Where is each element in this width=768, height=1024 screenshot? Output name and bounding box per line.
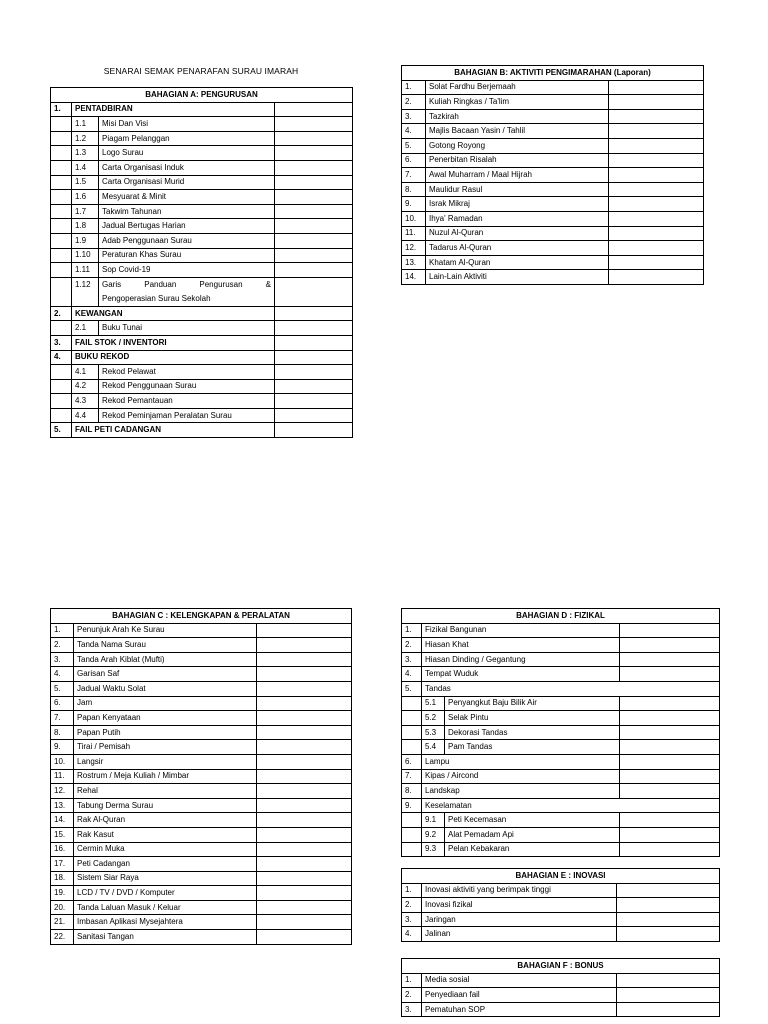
check-cell[interactable] (275, 248, 353, 263)
check-cell[interactable] (257, 652, 352, 667)
table-row: 4.4 Rekod Peminjaman Peralatan Surau (51, 408, 353, 423)
section-f-table (401, 958, 720, 1017)
table-row: 4. Tempat Wuduk (402, 667, 720, 682)
check-cell[interactable] (275, 102, 353, 117)
check-cell[interactable] (275, 131, 353, 146)
table-row: 1.4 Carta Organisasi Induk (51, 160, 353, 175)
table-row: 4.1 Rekod Pelawat (51, 365, 353, 380)
check-cell[interactable] (620, 740, 720, 755)
check-cell[interactable] (257, 813, 352, 828)
table-row: 7. Papan Kenyataan (51, 711, 352, 726)
check-cell[interactable] (257, 827, 352, 842)
table-row: 2. Penyediaan fail (402, 988, 720, 1003)
check-cell[interactable] (609, 211, 704, 226)
check-cell[interactable] (609, 153, 704, 168)
table-row: 4.3 Rekod Pemantauan (51, 394, 353, 409)
check-cell[interactable] (257, 623, 352, 638)
table-row: 21. Imbasan Aplikasi Mysejahtera (51, 915, 352, 930)
category-row-keselamatan: 9. Keselamatan (402, 798, 720, 813)
section-a-table (50, 87, 353, 438)
check-cell[interactable] (275, 321, 353, 336)
check-cell[interactable] (275, 394, 353, 409)
category-row-fail-stok: 3. FAIL STOK / INVENTORI (51, 335, 353, 350)
table-row: 1.8 Jadual Bertugas Harian (51, 219, 353, 234)
table-row: 9. Israk Mikraj (402, 197, 704, 212)
table-row: 1.5 Carta Organisasi Murid (51, 175, 353, 190)
check-cell[interactable] (257, 871, 352, 886)
check-cell[interactable] (275, 175, 353, 190)
check-cell[interactable] (609, 197, 704, 212)
check-cell[interactable] (620, 827, 720, 842)
table-row: 2. Kuliah Ringkas / Ta'lim (402, 95, 704, 110)
table-row: 12. Tadarus Al-Quran (402, 241, 704, 256)
check-cell[interactable] (257, 930, 352, 945)
table-row: 1.6 Mesyuarat & Minit (51, 190, 353, 205)
table-row: 5. Gotong Royong (402, 138, 704, 153)
table-row: 19. LCD / TV / DVD / Komputer (51, 886, 352, 901)
check-cell[interactable] (620, 638, 720, 653)
table-row: 6. Lampu (402, 754, 720, 769)
table-row: 2. Hiasan Khat (402, 638, 720, 653)
table-row: 15. Rak Kasut (51, 827, 352, 842)
category-row-tandas: 5. Tandas (402, 681, 720, 696)
section-d-table (401, 608, 720, 857)
table-row: 1.10 Peraturan Khas Surau (51, 248, 353, 263)
check-cell[interactable] (620, 652, 720, 667)
section-d-heading: BAHAGIAN D : FIZIKAL (402, 609, 720, 624)
check-cell[interactable] (617, 898, 720, 913)
check-cell[interactable] (257, 638, 352, 653)
check-cell[interactable] (257, 915, 352, 930)
check-cell[interactable] (617, 927, 720, 942)
table-row: 2. Tanda Nama Surau (51, 638, 352, 653)
table-row: 13. Tabung Derma Surau (51, 798, 352, 813)
check-cell[interactable] (620, 725, 720, 740)
check-cell[interactable] (257, 784, 352, 799)
check-cell[interactable] (275, 350, 353, 365)
table-row: 20. Tanda Laluan Masuk / Keluar (51, 900, 352, 915)
page-title: SENARAI SEMAK PENARAFAN SURAU IMARAH (103, 66, 299, 76)
table-row: 12. Rehal (51, 784, 352, 799)
check-cell[interactable] (617, 988, 720, 1003)
check-cell[interactable] (609, 241, 704, 256)
table-row: 22. Sanitasi Tangan (51, 930, 352, 945)
table-row: 8. Maulidur Rasul (402, 182, 704, 197)
category-row-buku-rekod: 4. BUKU REKOD (51, 350, 353, 365)
check-cell[interactable] (617, 1002, 720, 1017)
check-cell[interactable] (620, 696, 720, 711)
table-row: 5.1 Penyangkut Baju Bilik Air (402, 696, 720, 711)
section-b-heading: BAHAGIAN B: AKTIVITI PENGIMARAHAN (Laporan) (402, 66, 704, 81)
check-cell[interactable] (620, 769, 720, 784)
table-row: 5.2 Selak Pintu (402, 711, 720, 726)
check-cell[interactable] (620, 842, 720, 857)
table-row: 11. Nuzul Al-Quran (402, 226, 704, 241)
table-row: 4. Majlis Bacaan Yasin / Tahlil (402, 124, 704, 139)
check-cell[interactable] (609, 168, 704, 183)
table-row: 1.11 Sop Covid-19 (51, 263, 353, 278)
check-cell[interactable] (275, 233, 353, 248)
check-cell[interactable] (275, 263, 353, 278)
table-row: 1.1 Misi Dan Visi (51, 117, 353, 132)
section-a-heading: BAHAGIAN A: PENGURUSAN (51, 88, 353, 103)
check-cell[interactable] (257, 798, 352, 813)
check-cell[interactable] (257, 725, 352, 740)
check-cell[interactable] (620, 667, 720, 682)
check-cell[interactable] (257, 769, 352, 784)
check-cell[interactable] (257, 857, 352, 872)
check-cell[interactable] (609, 226, 704, 241)
table-row: 2.1 Buku Tunai (51, 321, 353, 336)
table-row: 3. Hiasan Dinding / Gegantung (402, 652, 720, 667)
table-row: 3. Tanda Arah Kiblat (Mufti) (51, 652, 352, 667)
section-e-heading: BAHAGIAN E : INOVASI (402, 869, 720, 884)
check-cell[interactable] (257, 681, 352, 696)
table-row: 11. Rostrum / Meja Kuliah / Mimbar (51, 769, 352, 784)
check-cell[interactable] (257, 711, 352, 726)
table-row: 1.7 Takwim Tahunan (51, 204, 353, 219)
check-cell[interactable] (275, 117, 353, 132)
table-row: 16. Cermin Muka (51, 842, 352, 857)
check-cell[interactable] (257, 900, 352, 915)
table-row: 9. Tirai / Pemisah (51, 740, 352, 755)
check-cell[interactable] (617, 912, 720, 927)
check-cell[interactable] (609, 255, 704, 270)
table-row: 17. Peti Cadangan (51, 857, 352, 872)
table-row: 1. Penunjuk Arah Ke Surau (51, 623, 352, 638)
check-cell[interactable] (620, 754, 720, 769)
table-row: 5. Jadual Waktu Solat (51, 681, 352, 696)
table-row: 1. Media sosial (402, 973, 720, 988)
check-cell[interactable] (275, 204, 353, 219)
check-cell[interactable] (257, 667, 352, 682)
check-cell[interactable] (617, 883, 720, 898)
check-cell[interactable] (275, 277, 353, 306)
check-cell[interactable] (609, 109, 704, 124)
check-cell[interactable] (275, 160, 353, 175)
check-cell[interactable] (609, 182, 704, 197)
table-row: 4. Jalinan (402, 927, 720, 942)
table-row: 6. Penerbitan Risalah (402, 153, 704, 168)
check-cell[interactable] (275, 379, 353, 394)
table-row: 3. Tazkirah (402, 109, 704, 124)
check-cell[interactable] (257, 740, 352, 755)
check-cell[interactable] (275, 423, 353, 438)
table-row: 1. Solat Fardhu Berjemaah (402, 80, 704, 95)
table-row: 14. Rak Al-Quran (51, 813, 352, 828)
section-e-table (401, 868, 720, 942)
check-cell[interactable] (609, 270, 704, 285)
check-cell[interactable] (620, 623, 720, 638)
check-cell[interactable] (609, 138, 704, 153)
table-row: 1.2 Piagam Pelanggan (51, 131, 353, 146)
check-cell[interactable] (620, 711, 720, 726)
table-row: 9.3 Pelan Kebakaran (402, 842, 720, 857)
check-cell[interactable] (275, 306, 353, 321)
check-cell[interactable] (617, 973, 720, 988)
table-row: 7. Awal Muharram / Maal Hijrah (402, 168, 704, 183)
table-row: 9.2 Alat Pemadam Api (402, 827, 720, 842)
table-row: 5.4 Pam Tandas (402, 740, 720, 755)
table-row: 1. Inovasi aktiviti yang berimpak tinggi (402, 883, 720, 898)
table-row: 4. Garisan Saf (51, 667, 352, 682)
check-cell[interactable] (620, 813, 720, 828)
table-row: 4.2 Rekod Penggunaan Surau (51, 379, 353, 394)
check-cell[interactable] (257, 754, 352, 769)
check-cell[interactable] (609, 95, 704, 110)
table-row: 1.12 Garis Panduan Pengurusan & Pengoperasian Surau Sekolah (51, 277, 353, 306)
table-row: 9.1 Peti Kecemasan (402, 813, 720, 828)
category-row-pentadbiran: 1. PENTADBIRAN (51, 102, 353, 117)
table-row: 10. Langsir (51, 754, 352, 769)
check-cell[interactable] (609, 80, 704, 95)
section-f-heading: BAHAGIAN F : BONUS (402, 959, 720, 974)
table-row: 7. Kipas / Aircond (402, 769, 720, 784)
section-c-table (50, 608, 352, 945)
table-row: 1. Fizikal Bangunan (402, 623, 720, 638)
check-cell[interactable] (275, 219, 353, 234)
table-row: 1.3 Logo Surau (51, 146, 353, 161)
check-cell[interactable] (257, 886, 352, 901)
check-cell[interactable] (275, 335, 353, 350)
check-cell[interactable] (275, 365, 353, 380)
category-row-kewangan: 2. KEWANGAN (51, 306, 353, 321)
table-row: 8. Papan Putih (51, 725, 352, 740)
table-row: 8. Landskap (402, 784, 720, 799)
check-cell[interactable] (609, 124, 704, 139)
table-row: 3. Pematuhan SOP (402, 1002, 720, 1017)
table-row: 10. Ihya' Ramadan (402, 211, 704, 226)
table-row: 3. Jaringan (402, 912, 720, 927)
table-row: 1.9 Adab Penggunaan Surau (51, 233, 353, 248)
check-cell[interactable] (275, 408, 353, 423)
table-row: 14. Lain-Lain Aktiviti (402, 270, 704, 285)
table-row: 6. Jam (51, 696, 352, 711)
check-cell[interactable] (275, 146, 353, 161)
section-b-table (401, 65, 704, 285)
table-row: 13. Khatam Al-Quran (402, 255, 704, 270)
check-cell[interactable] (257, 696, 352, 711)
section-c-heading: BAHAGIAN C : KELENGKAPAN & PERALATAN (51, 609, 352, 624)
check-cell[interactable] (275, 190, 353, 205)
table-row: 2. Inovasi fizikal (402, 898, 720, 913)
check-cell[interactable] (620, 784, 720, 799)
table-row: 18. Sistem Siar Raya (51, 871, 352, 886)
check-cell[interactable] (257, 842, 352, 857)
category-row-fail-peti-cadangan: 5. FAIL PETI CADANGAN (51, 423, 353, 438)
table-row: 5.3 Dekorasi Tandas (402, 725, 720, 740)
